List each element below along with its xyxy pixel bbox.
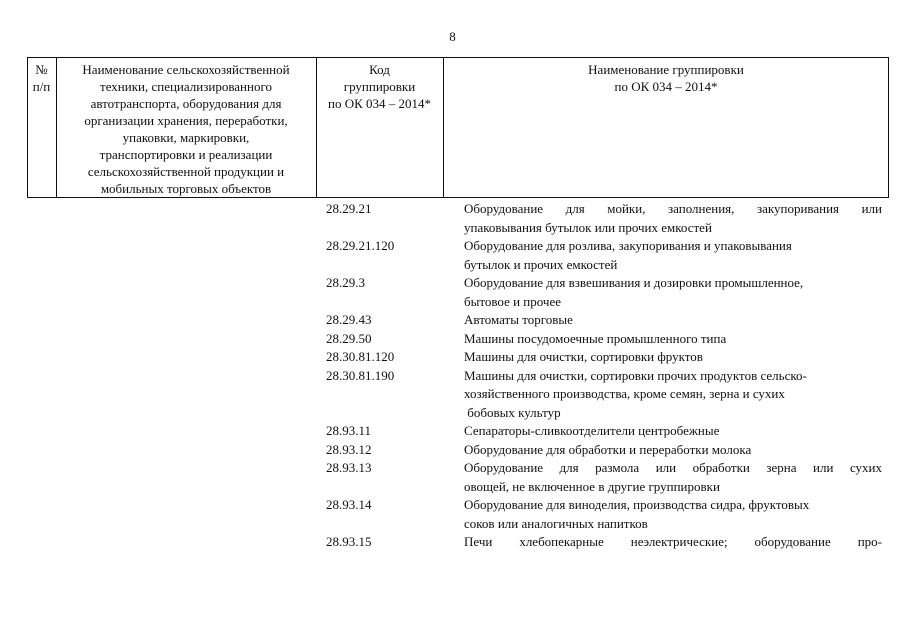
row-description-line: бытовое и прочее [464,293,561,309]
row-description [464,311,882,330]
row-description-line: Оборудование для размола или обработки зерна или сухих [464,460,882,475]
header-name-line: сельскохозяйственной продукции и [87,164,285,179]
row-description [464,237,882,274]
row-code: 28.93.13 [326,460,372,475]
row-description-line: бобовых культур [464,404,561,420]
row-description-line: Сепараторы-сливкоотделители центробежные [464,423,720,438]
header-code-line: Код [369,62,390,77]
table-row [0,441,905,460]
row-description [464,496,882,533]
row-description [464,422,882,441]
row-code: 28.29.21.120 [326,238,395,253]
row-code: 28.93.14 [326,497,372,512]
header-top-border [27,57,889,58]
header-name-line: техники, специализированного [100,79,272,94]
table-row [0,330,905,349]
header-code-line: группировки [343,79,416,94]
row-code: 28.29.43 [326,312,372,327]
table-row [0,237,905,274]
row-description-line: Оборудование для виноделия, производства сидра, фруктовых [464,497,810,512]
header-title-line: Наименование группировки [588,62,744,77]
table-row [0,422,905,441]
header-name-line: Наименование сельскохозяйственной [82,62,290,77]
row-code: 28.93.11 [326,423,372,438]
header-divider-1 [56,57,57,198]
header-name [58,61,314,197]
row-description [464,348,882,367]
header-divider-2 [316,57,317,198]
header-name-line: транспортировки и реализации [99,147,273,162]
row-description-line: Оборудование для мойки, заполнения, закупоривания или [464,201,882,216]
table-row [0,348,905,367]
table-row [0,200,905,237]
row-description-line: соков или аналогичных напитков [464,515,648,531]
row-description-line: Оборудование для обработки и переработки молока [464,441,752,457]
row-code: 28.30.81.120 [326,349,395,364]
row-description [464,441,882,460]
table-row [0,459,905,496]
row-description-line: Машины посудомоечные промышленного типа [464,330,727,346]
row-description-line: Печи хлебопекарные неэлектрические; оборудование про- [464,534,882,549]
row-description-line: Оборудование для взвешивания и дозировки промышленное, [464,275,804,290]
table-row [0,311,905,330]
header-num [27,61,56,95]
table-row [0,533,905,552]
row-code: 28.29.50 [326,330,372,346]
header-code-line: по ОК 034 – 2014* [327,96,432,111]
row-code: 28.93.15 [326,534,372,549]
header-name-line: упаковки, маркировки, [122,130,250,145]
row-code: 28.29.21 [326,201,372,216]
header-divider-3 [443,57,444,198]
table-header [27,57,889,198]
row-description-line: овощей, не включенное в другие группировки [464,478,720,494]
row-description-line: Машины для очистки, сортировки фруктов [464,349,703,364]
header-num-line: п/п [32,79,51,94]
row-description [464,367,882,423]
header-border-right [888,57,889,198]
row-description [464,330,882,349]
row-description-line: хозяйственного производства, кроме семян, зерна и сухих [464,386,785,401]
row-description-line: Машины для очистки, сортировки прочих продуктов сельско- [464,367,807,383]
table-row [0,496,905,533]
row-description-line: Автоматы торговые [464,312,573,327]
row-code: 28.30.81.190 [326,367,395,383]
row-code: 28.93.12 [326,441,372,457]
table-body [0,200,905,552]
table-row [0,274,905,311]
page-number: 8 [449,29,456,44]
row-description [464,459,882,496]
table-row [0,367,905,423]
row-description-line: бутылок и прочих емкостей [464,256,618,272]
header-title [445,61,887,95]
header-name-line: мобильных торговых объектов [100,181,272,196]
header-name-line: автотранспорта, оборудования для [90,96,282,111]
header-name-line: организации хранения, переработки, [84,113,288,128]
row-description-line: упаковывания бутылок или прочих емкостей [464,219,712,235]
header-title-line: по ОК 034 – 2014* [614,79,718,94]
row-description [464,533,882,552]
header-code [318,61,441,112]
row-description [464,274,882,311]
header-bottom-border [27,197,889,198]
row-code: 28.29.3 [326,275,365,290]
row-description [464,200,882,237]
header-num-line: № [35,62,48,77]
row-description-line: Оборудование для розлива, закупоривания и упаковывания [464,238,792,253]
